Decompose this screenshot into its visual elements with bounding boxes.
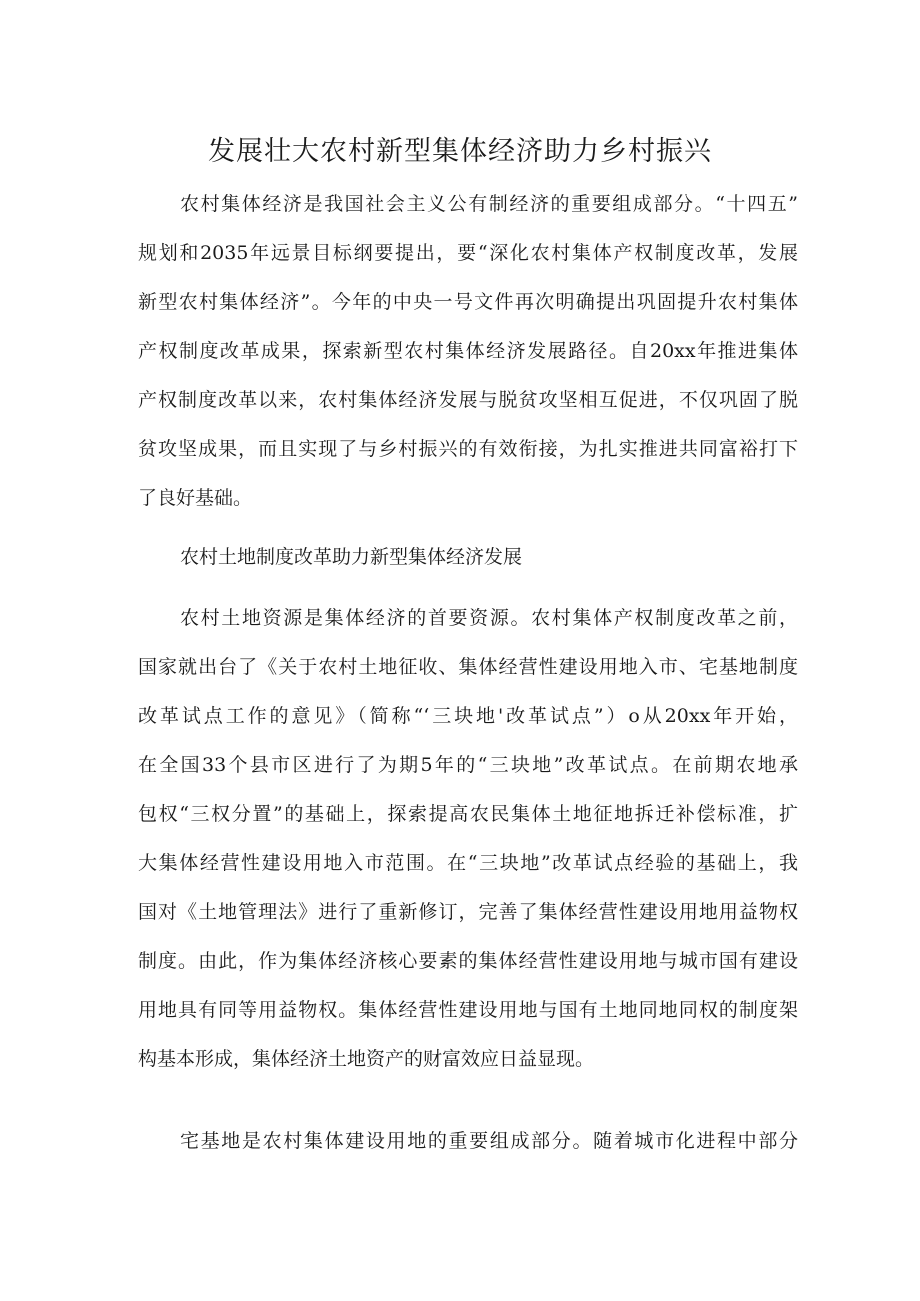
text-line: 构基本形成，集体经济土地资产的财富效应日益显现。 [138,1048,595,1070]
text-line: 农村土地制度改革助力新型集体经济发展 [180,546,523,568]
text-line: 国家就出台了《关于农村土地征收、集体经营性建设用地入市、宅基地制度 [138,656,798,678]
text-line: 新型农村集体经济”。今年的中央一号文件再次明确提出巩固提升农村集体 [138,291,798,313]
text-line: 宅基地是农村集体建设用地的重要组成部分。随着城市化进程中部分 [180,1130,798,1152]
text-line: 制度。由此，作为集体经济核心要素的集体经营性建设用地与城市国有建设 [138,950,798,972]
text-line: 用地具有同等用益物权。集体经营性建设用地与国有土地同地同权的制度架 [138,999,798,1021]
text-line: 国对《土地管理法》进行了重新修订，完善了集体经营性建设用地用益物权 [138,901,798,923]
text-line: 产权制度改革以来，农村集体经济发展与脱贫攻坚相互促进，不仅巩固了脱 [138,389,798,411]
text-line: 在全国33个县市区进行了为期5年的“三块地”改革试点。在前期农地承 [138,754,798,776]
text-line: 了良好基础。 [138,487,253,509]
text-line: 农村土地资源是集体经济的首要资源。农村集体产权制度改革之前， [180,607,798,629]
text-line: 规划和2035年远景目标纲要提出，要“深化农村集体产权制度改革，发展 [138,242,798,264]
text-line: 农村集体经济是我国社会主义公有制经济的重要组成部分。“十四五” [180,193,798,215]
document-title: 发展壮大农村新型集体经济助力乡村振兴 [208,136,712,167]
text-line: 贫攻坚成果，而且实现了与乡村振兴的有效衔接，为扎实推进共同富裕打下 [138,438,798,460]
text-line: 大集体经营性建设用地入市范围。在“三块地”改革试点经验的基础上，我 [138,852,798,874]
text-line: 产权制度改革成果，探索新型农村集体经济发展路径。自20xx年推进集体 [138,340,798,362]
text-line: 改革试点工作的意见》（简称“‘三块地'改革试点”）o从20xx年开始， [138,705,798,727]
text-line: 包权“三权分置”的基础上，探索提高农民集体土地征地拆迁补偿标准，扩 [138,803,798,825]
